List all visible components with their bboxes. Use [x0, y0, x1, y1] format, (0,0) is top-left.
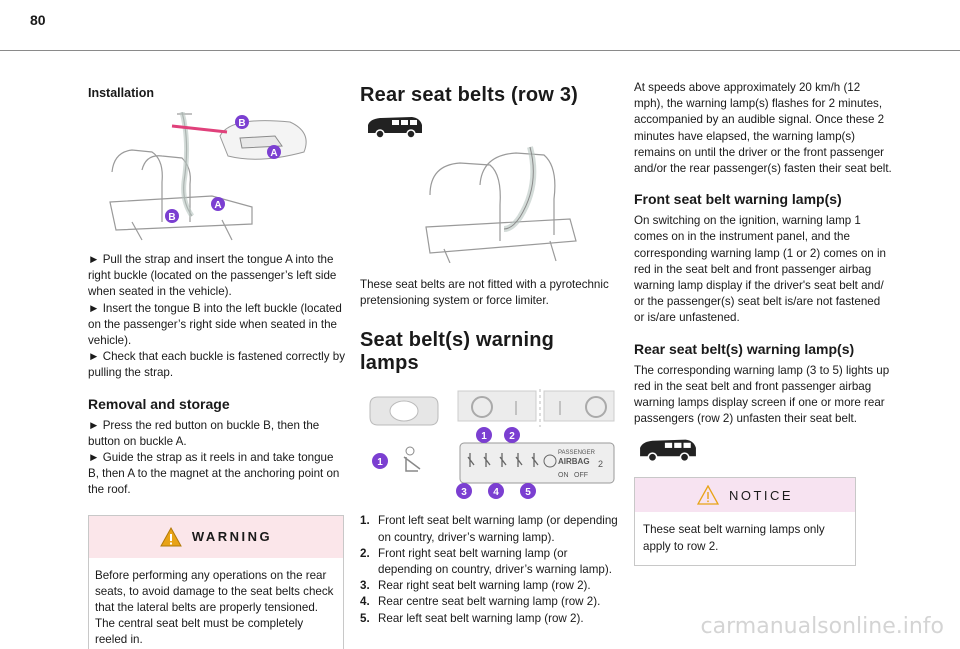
install-step-2: ► Insert the tongue B into the left buckle (located on the passenger’s right side when seated in the vehicle).	[88, 301, 342, 348]
notice-header	[635, 478, 855, 512]
rear-seat-belts-heading: Rear seat belts (row 3)	[360, 84, 579, 106]
label-a-bottom: A	[214, 200, 222, 211]
header-rule	[0, 50, 960, 51]
speed-intro-text: At speeds above approximately 20 km/h (12 mph), the warning lamp(s) flashes for 2 minutes, accompanied by an audible signal. Once these 2 minutes have elapsed, the warning lamp(s) remains on until the driver or the front passenger and/or the rear passenger(s) fasten their seat belt.	[634, 81, 892, 176]
warning-header	[89, 516, 343, 558]
list-item: 3. Rear right seat belt warning lamp (row 2).	[360, 579, 591, 593]
on-label: ON	[558, 472, 569, 480]
rear-belts-text: These seat belts are not fitted with a pyrotechnic pretensioning system or force limiter.	[360, 278, 609, 308]
label-a-top: A	[270, 148, 278, 159]
removal-step-2: ► Guide the strap as it reels in and take tongue B, then A to the magnet at the anchoring point on the roof.	[88, 451, 340, 497]
installation-heading: Installation	[88, 86, 154, 100]
callout-4: 4	[493, 487, 499, 499]
instrument-panel-icon	[370, 397, 438, 425]
list-item: 4. Rear centre seat belt warning lamp (row 2).	[360, 595, 601, 609]
van-icon	[638, 437, 698, 463]
callout-3: 3	[461, 487, 467, 499]
front-lamps-text: On switching on the ignition, warning lamp 1 comes on in the instrument panel, and the corresponding warning lamp (1 or 2) comes on in red in the seat belt and front passenger airbag warning lamp display if the driver's seat belt and/ or the passenger(s) seat belt is/are not fastened or is/are unfastened.	[634, 214, 886, 325]
install-step-3: ► Check that each buckle is fastened correctly by pulling the strap.	[88, 350, 345, 380]
warning-box	[88, 515, 344, 649]
removal-steps	[88, 418, 346, 499]
seatbelt-lamp-icon	[404, 447, 420, 471]
passenger-label: PASSENGER	[558, 450, 595, 457]
warning-lamps-heading: Seat belt(s) warning lamps	[360, 329, 555, 375]
list-item: 1. Front left seat belt warning lamp (or depending on country, driver’s warning lamp).	[360, 514, 618, 544]
callout-1: 1	[481, 431, 487, 443]
notice-title: NOTICE	[728, 487, 794, 503]
column-3	[634, 62, 892, 566]
label-b-top: B	[238, 118, 246, 129]
warning-lamps-figure	[366, 387, 616, 499]
steering-left-icon	[458, 391, 536, 421]
notice-box	[634, 477, 856, 565]
van-icon	[366, 115, 424, 139]
off-label: OFF	[574, 472, 588, 480]
column-2	[360, 62, 618, 627]
airbag-label: AIRBAG	[558, 457, 590, 467]
notice-icon	[697, 485, 719, 505]
removal-step-1: ► Press the red button on buckle B, then the button on buckle A.	[88, 418, 320, 448]
steering-right-icon	[544, 391, 614, 421]
lamps-list	[360, 513, 618, 626]
front-lamps-heading: Front seat belt warning lamp(s)	[634, 191, 842, 208]
rear-seat-figure	[420, 145, 580, 263]
warning-icon	[160, 527, 182, 547]
callout-1-left: 1	[377, 457, 383, 469]
removal-heading: Removal and storage	[88, 395, 230, 412]
warning-text: Before performing any operations on the rear seats, to avoid damage to the seat belts check that the lateral belts are properly tensioned. The central seat belt must be completely reeled in.	[95, 568, 334, 647]
watermark: carmanualsonline.info	[700, 614, 944, 639]
page-number: 80	[30, 12, 46, 28]
install-step-1: ► Pull the strap and insert the tongue A into the right buckle (located on the passenger’s left side when seated in the vehicle).	[88, 253, 337, 299]
install-steps	[88, 252, 346, 382]
svg-text:2: 2	[598, 459, 604, 470]
column-1	[88, 62, 346, 649]
notice-text: These seat belt warning lamps only apply to row 2.	[643, 523, 825, 553]
rear-lamps-text: The corresponding warning lamp (3 to 5) lights up red in the seat belt and front passenger airbag warning lamps display screen if one or more rear passengers (row 2) unfasten their seat belt.	[634, 363, 890, 426]
warning-title: WARNING	[191, 529, 273, 545]
callout-2: 2	[509, 431, 515, 443]
rear-lamps-heading: Rear seat belt(s) warning lamp(s)	[634, 340, 855, 357]
list-item: 5. Rear left seat belt warning lamp (row 2).	[360, 611, 584, 625]
list-item: 2. Front right seat belt warning lamp (or depending on country, driver’s warning lamp).	[360, 546, 612, 577]
installation-figure	[102, 112, 312, 242]
label-b-bottom: B	[168, 212, 176, 223]
passenger-airbag-panel	[460, 443, 614, 483]
callout-5: 5	[525, 487, 531, 499]
